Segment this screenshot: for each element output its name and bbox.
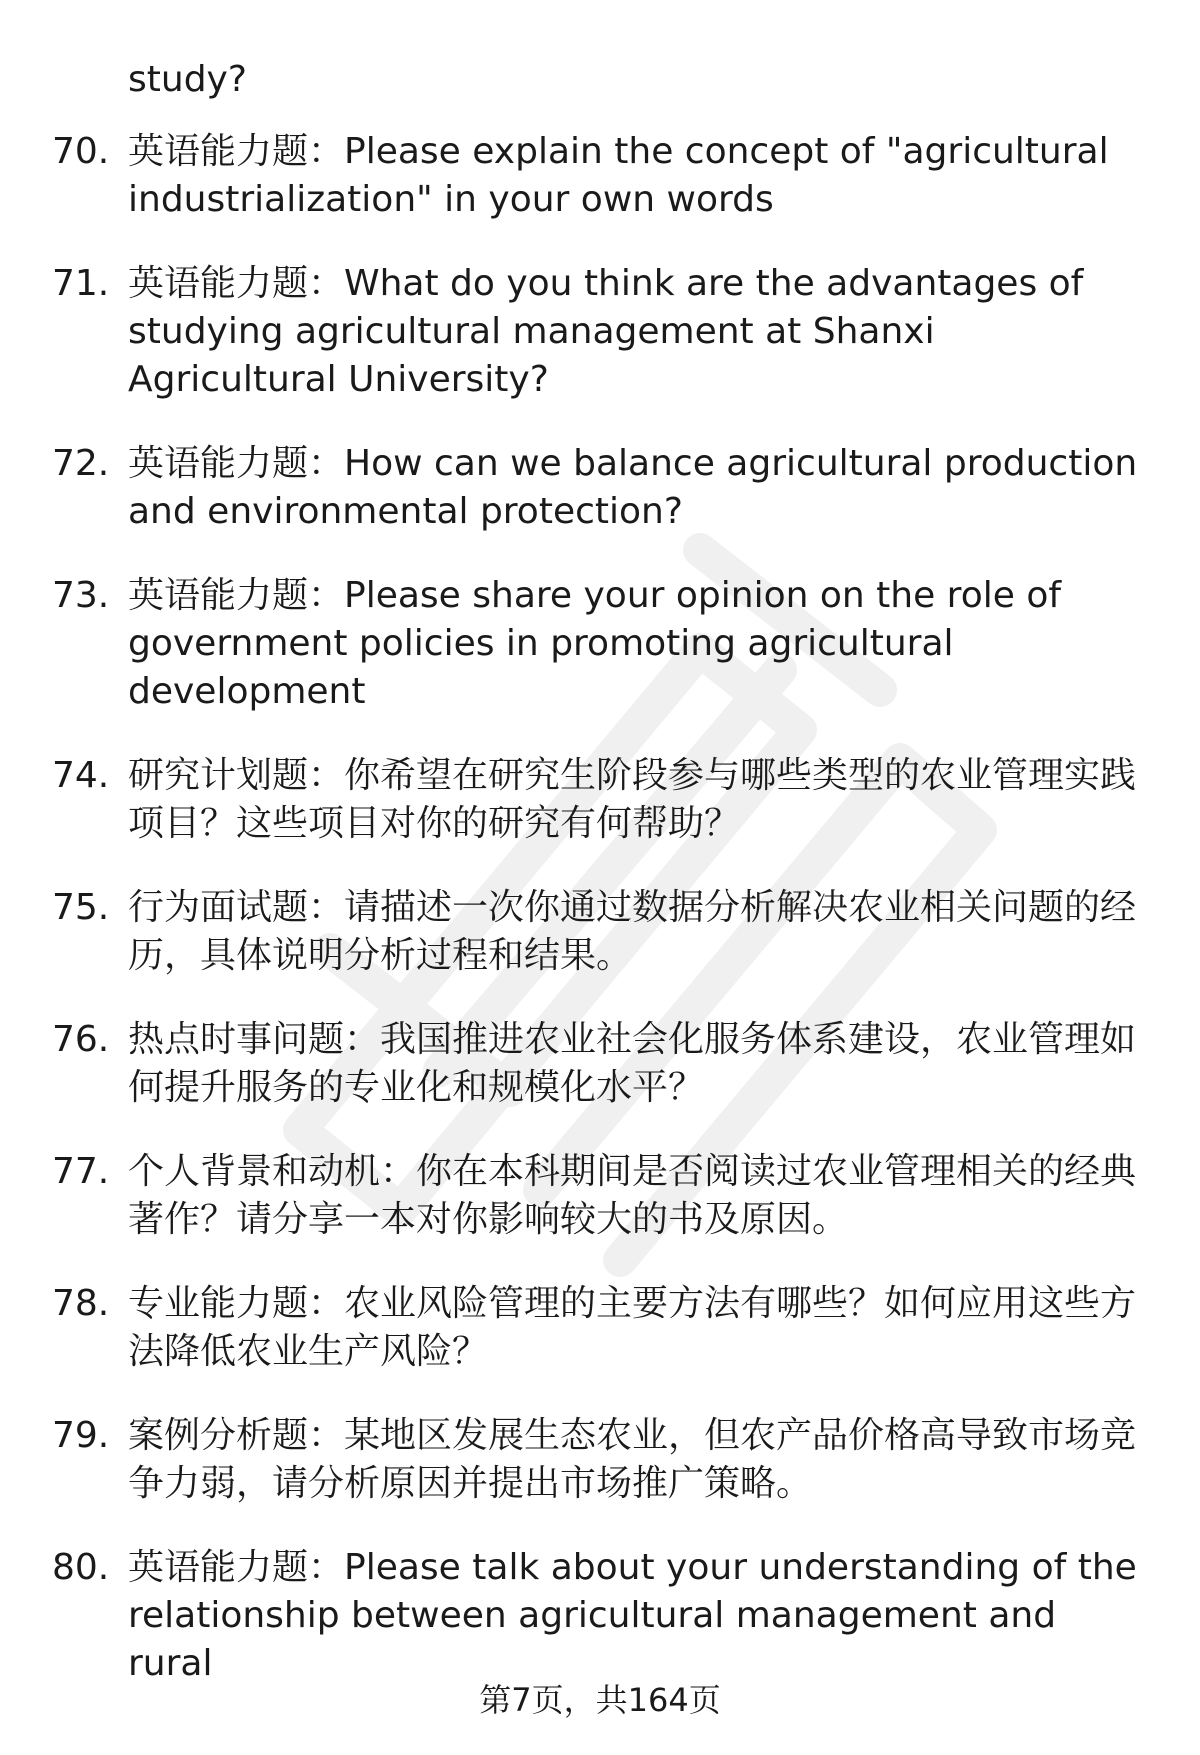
question-number: 76. xyxy=(52,1019,110,1060)
question-number: 77. xyxy=(52,1151,110,1192)
question-text: 专业能力题：农业风险管理的主要方法有哪些？如何应用这些方法降低农业生产风险？ xyxy=(128,1283,1137,1372)
question-number: 79. xyxy=(52,1415,110,1456)
page-footer: 第7页，共164页 xyxy=(479,1681,721,1719)
continued-text: study? xyxy=(128,59,247,100)
question-item xyxy=(52,752,1140,848)
question-number: 78. xyxy=(52,1283,110,1324)
question-number: 73. xyxy=(52,575,110,616)
question-text: 英语能力题：Please share your opinion on the role of government policies in promoting agricultural development xyxy=(128,575,1062,712)
question-text: 英语能力题：What do you think are the advantages of studying agricultural management at Shanxi Agricultural University? xyxy=(128,263,1084,400)
question-item xyxy=(52,884,1140,980)
question-item xyxy=(52,1412,1140,1508)
question-text: 案例分析题：某地区发展生态农业，但农产品价格高导致市场竞争力弱，请分析原因并提出市场推广策略。 xyxy=(128,1415,1137,1504)
question-item xyxy=(52,440,1140,536)
content-area xyxy=(0,56,1200,1724)
question-item xyxy=(52,1544,1140,1688)
question-list xyxy=(0,128,1200,1688)
question-text: 行为面试题：请描述一次你通过数据分析解决农业相关问题的经历，具体说明分析过程和结果。 xyxy=(128,887,1137,976)
question-text: 研究计划题：你希望在研究生阶段参与哪些类型的农业管理实践项目？这些项目对你的研究有何帮助？ xyxy=(128,755,1137,844)
question-item xyxy=(52,1148,1140,1244)
question-number: 75. xyxy=(52,887,110,928)
question-number: 80. xyxy=(52,1547,110,1588)
question-item xyxy=(52,1016,1140,1112)
question-item xyxy=(52,572,1140,716)
question-text: 热点时事问题：我国推进农业社会化服务体系建设，农业管理如何提升服务的专业化和规模化水平？ xyxy=(128,1019,1137,1108)
question-number: 71. xyxy=(52,263,110,304)
question-number: 74. xyxy=(52,755,110,796)
question-number: 70. xyxy=(52,131,110,172)
question-item xyxy=(52,128,1140,224)
question-text: 英语能力题：Please explain the concept of "agricultural industrialization" in your own words xyxy=(128,131,1109,220)
question-text: 英语能力题：Please talk about your understanding of the relationship between agricultural management and rural xyxy=(128,1547,1137,1684)
question-item xyxy=(52,260,1140,404)
question-number: 72. xyxy=(52,443,110,484)
question-text: 个人背景和动机：你在本科期间是否阅读过农业管理相关的经典著作？请分享一本对你影响较大的书及原因。 xyxy=(128,1151,1137,1240)
question-text: 英语能力题：How can we balance agricultural production and environmental protection? xyxy=(128,443,1138,532)
question-item xyxy=(52,1280,1140,1376)
